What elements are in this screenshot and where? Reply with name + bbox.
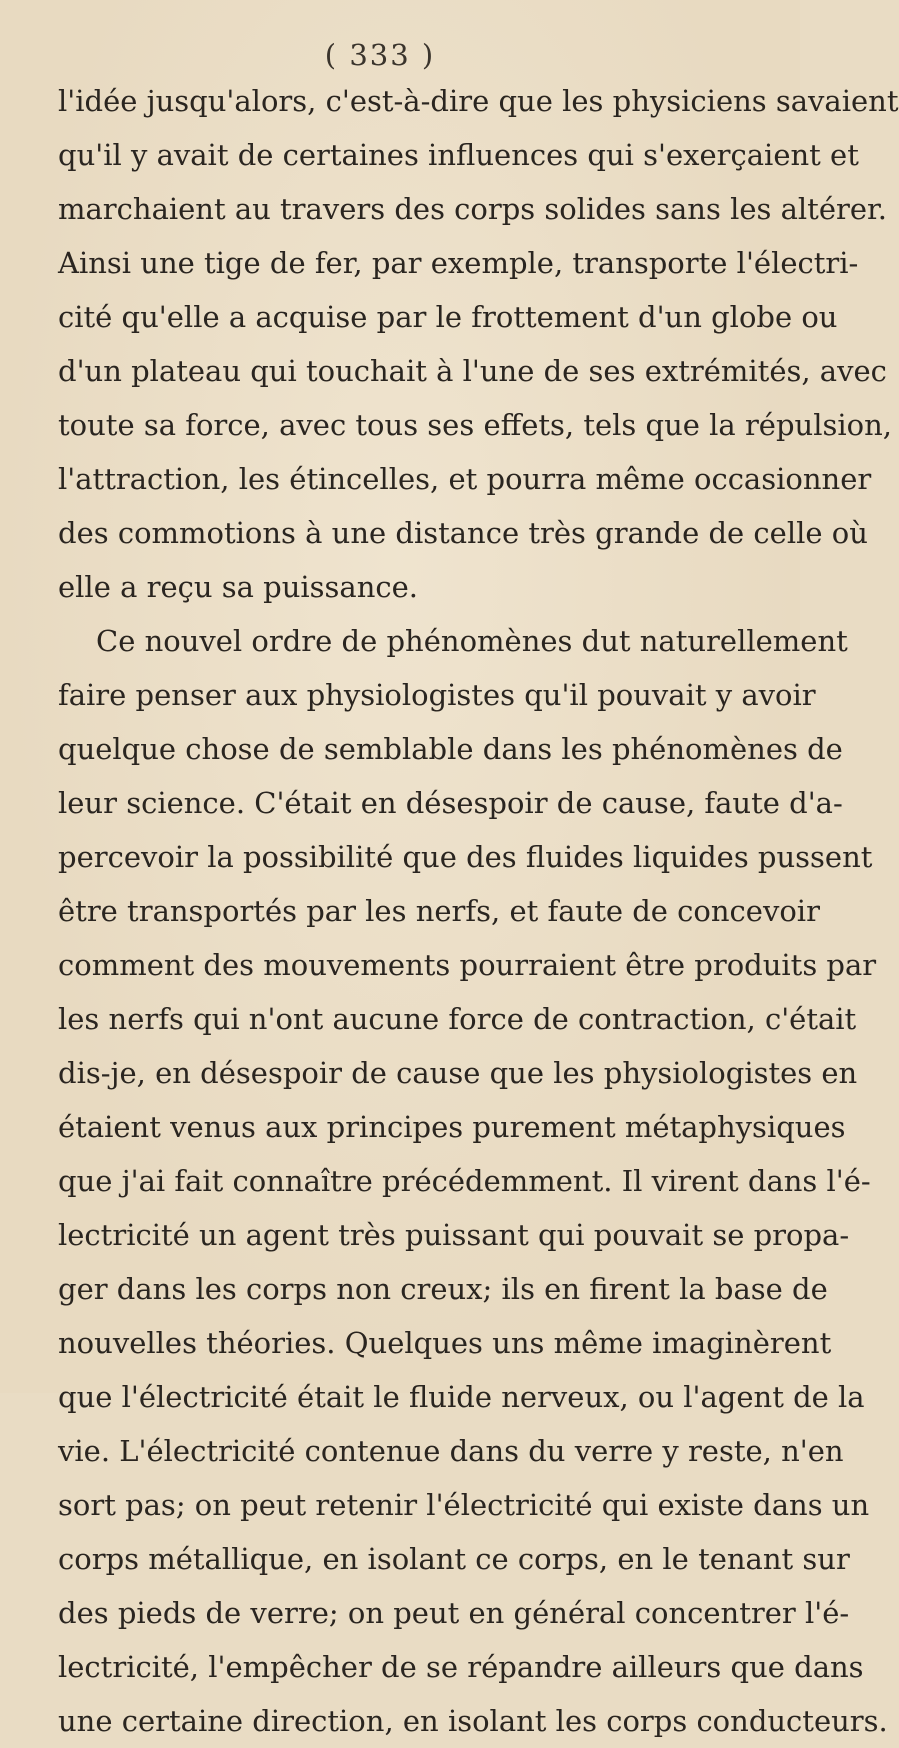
text-line: sort pas; on peut retenir l'électricité qui existe dans un bbox=[58, 1488, 870, 1522]
text-line: l'idée jusqu'alors, c'est-à-dire que les physiciens savaient bbox=[58, 84, 899, 118]
text-line: étaient venus aux principes purement métaphysiques bbox=[58, 1110, 846, 1144]
text-line-paragraph-start: Ce nouvel ordre de phénomènes dut naturellement bbox=[96, 624, 848, 658]
text-line: leur science. C'était en désespoir de cause, faute d'a- bbox=[58, 786, 843, 820]
text-line: d'un plateau qui touchait à l'une de ses extrémités, avec bbox=[58, 354, 887, 388]
text-line: dis-je, en désespoir de cause que les physiologistes en bbox=[58, 1056, 858, 1090]
text-line: toute sa force, avec tous ses effets, tels que la répulsion, bbox=[58, 408, 892, 442]
page-number: ( 333 ) bbox=[324, 38, 436, 72]
text-line: nouvelles théories. Quelques uns même imaginèrent bbox=[58, 1326, 832, 1360]
text-line: corps métallique, en isolant ce corps, en le tenant sur bbox=[58, 1542, 850, 1576]
text-line: l'attraction, les étincelles, et pourra même occasionner bbox=[58, 462, 872, 496]
text-line: des commotions à une distance très grande de celle où bbox=[58, 516, 868, 550]
text-line: vie. L'électricité contenue dans du verre y reste, n'en bbox=[58, 1434, 844, 1468]
text-line: une certaine direction, en isolant les corps conducteurs. bbox=[58, 1704, 888, 1738]
text-line: comment des mouvements pourraient être produits par bbox=[58, 948, 877, 982]
text-line: qu'il y avait de certaines influences qui s'exerçaient et bbox=[58, 138, 859, 172]
text-line: cité qu'elle a acquise par le frottement d'un globe ou bbox=[58, 300, 838, 334]
text-line: lectricité, l'empêcher de se répandre ailleurs que dans bbox=[58, 1650, 864, 1684]
text-line: marchaient au travers des corps solides sans les altérer. bbox=[58, 192, 887, 226]
text-line: être transportés par les nerfs, et faute de concevoir bbox=[58, 894, 820, 928]
text-line-paragraph-end: elle a reçu sa puissance. bbox=[58, 570, 419, 604]
text-line: des pieds de verre; on peut en général concentrer l'é- bbox=[58, 1596, 850, 1630]
text-line: lectricité un agent très puissant qui pouvait se propa- bbox=[58, 1218, 850, 1252]
text-line: Ainsi une tige de fer, par exemple, transporte l'électri- bbox=[58, 246, 859, 280]
text-line: percevoir la possibilité que des fluides liquides pussent bbox=[58, 840, 873, 874]
text-line: que j'ai fait connaître précédemment. Il virent dans l'é- bbox=[58, 1164, 871, 1198]
text-line: les nerfs qui n'ont aucune force de contraction, c'était bbox=[58, 1002, 857, 1036]
text-line: que l'électricité était le fluide nerveux, ou l'agent de la bbox=[58, 1380, 865, 1414]
body-text bbox=[58, 74, 899, 1748]
text-line: ger dans les corps non creux; ils en firent la base de bbox=[58, 1272, 828, 1306]
text-line: faire penser aux physiologistes qu'il pouvait y avoir bbox=[58, 678, 816, 712]
text-line: quelque chose de semblable dans les phénomènes de bbox=[58, 732, 843, 766]
